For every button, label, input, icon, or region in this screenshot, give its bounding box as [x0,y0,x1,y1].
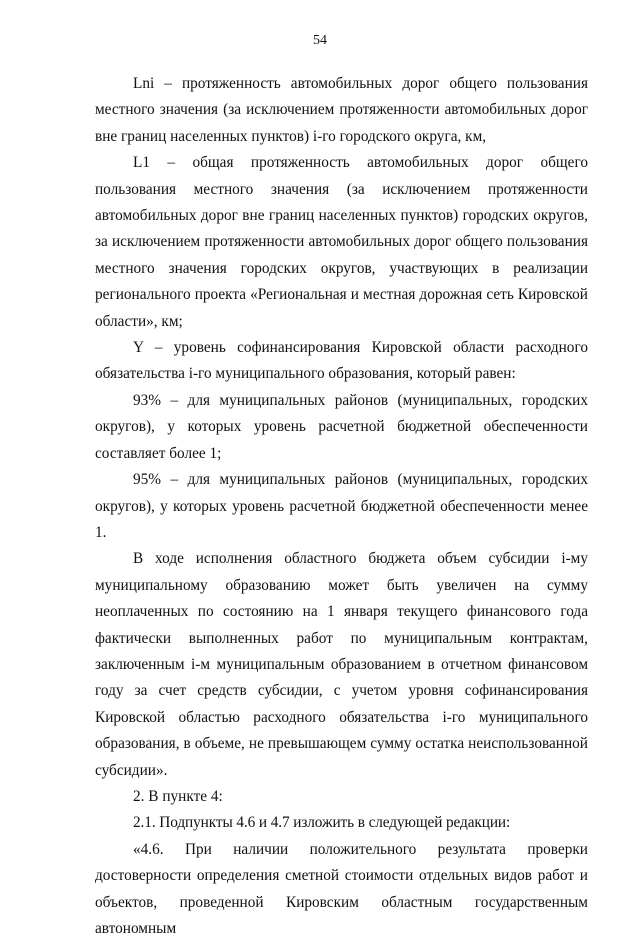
paragraph-point-2: 2. В пункте 4: [133,787,223,805]
paragraph-subsidy-increase: В ходе исполнения областного бюджета объем субсидии i-му муниципальному образованию может быть увеличен на сумму неоплаченных по состоянию на 1 января текущего финансового года фактически выполненных работ по муниципальным контрактам, заключенным i-м муниципальным образованием в отчетном финансовом году за счет средств субсидии, с учетом уровня софинансирования Кировской областью расходного обязательства i-го муниципального образования, в объеме, не превышающем сумму остатка неиспользованной субсидии». [95,550,588,779]
page-number: 54 [313,33,327,48]
paragraph-rate-93: 93% – для муниципальных районов (муниципальных, городских округов), у которых уровень расчетной бюджетной обеспеченности составляет более 1; [95,391,588,462]
paragraph-lni-definition: Lni – протяженность автомобильных дорог общего пользования местного значения (за исключением протяженности автомобильных дорог вне границ населенных пунктов) i-го городского округа, км, [95,75,588,145]
paragraph-l1-definition: L1 – общая протяженность автомобильных дорог общего пользования местного значения (за исключением протяженности автомобильных дорог вне границ населенных пунктов) городских округов, за исключением протяженности автомобильных дорог общего пользования местного значения городских округов, участвующих в реализации регионального проекта «Региональная и местная дорожная сеть Кировской области», км; [95,154,588,330]
document-body [95,71,588,942]
paragraph-point-4-6: «4.6. При наличии положительного результата проверки достоверности определения сметной стоимости отдельных видов работ и объектов, проведенной Кировским областным государственным автономным [95,840,588,937]
paragraph-y-definition: Y – уровень софинансирования Кировской области расходного обязательства i-го муниципального образования, который равен: [95,339,588,383]
paragraph-point-2-1: 2.1. Подпункты 4.6 и 4.7 изложить в следующей редакции: [133,814,511,832]
paragraph-rate-95: 95% – для муниципальных районов (муниципальных, городских округов), у которых уровень расчетной бюджетной обеспеченности менее 1. [95,471,588,541]
